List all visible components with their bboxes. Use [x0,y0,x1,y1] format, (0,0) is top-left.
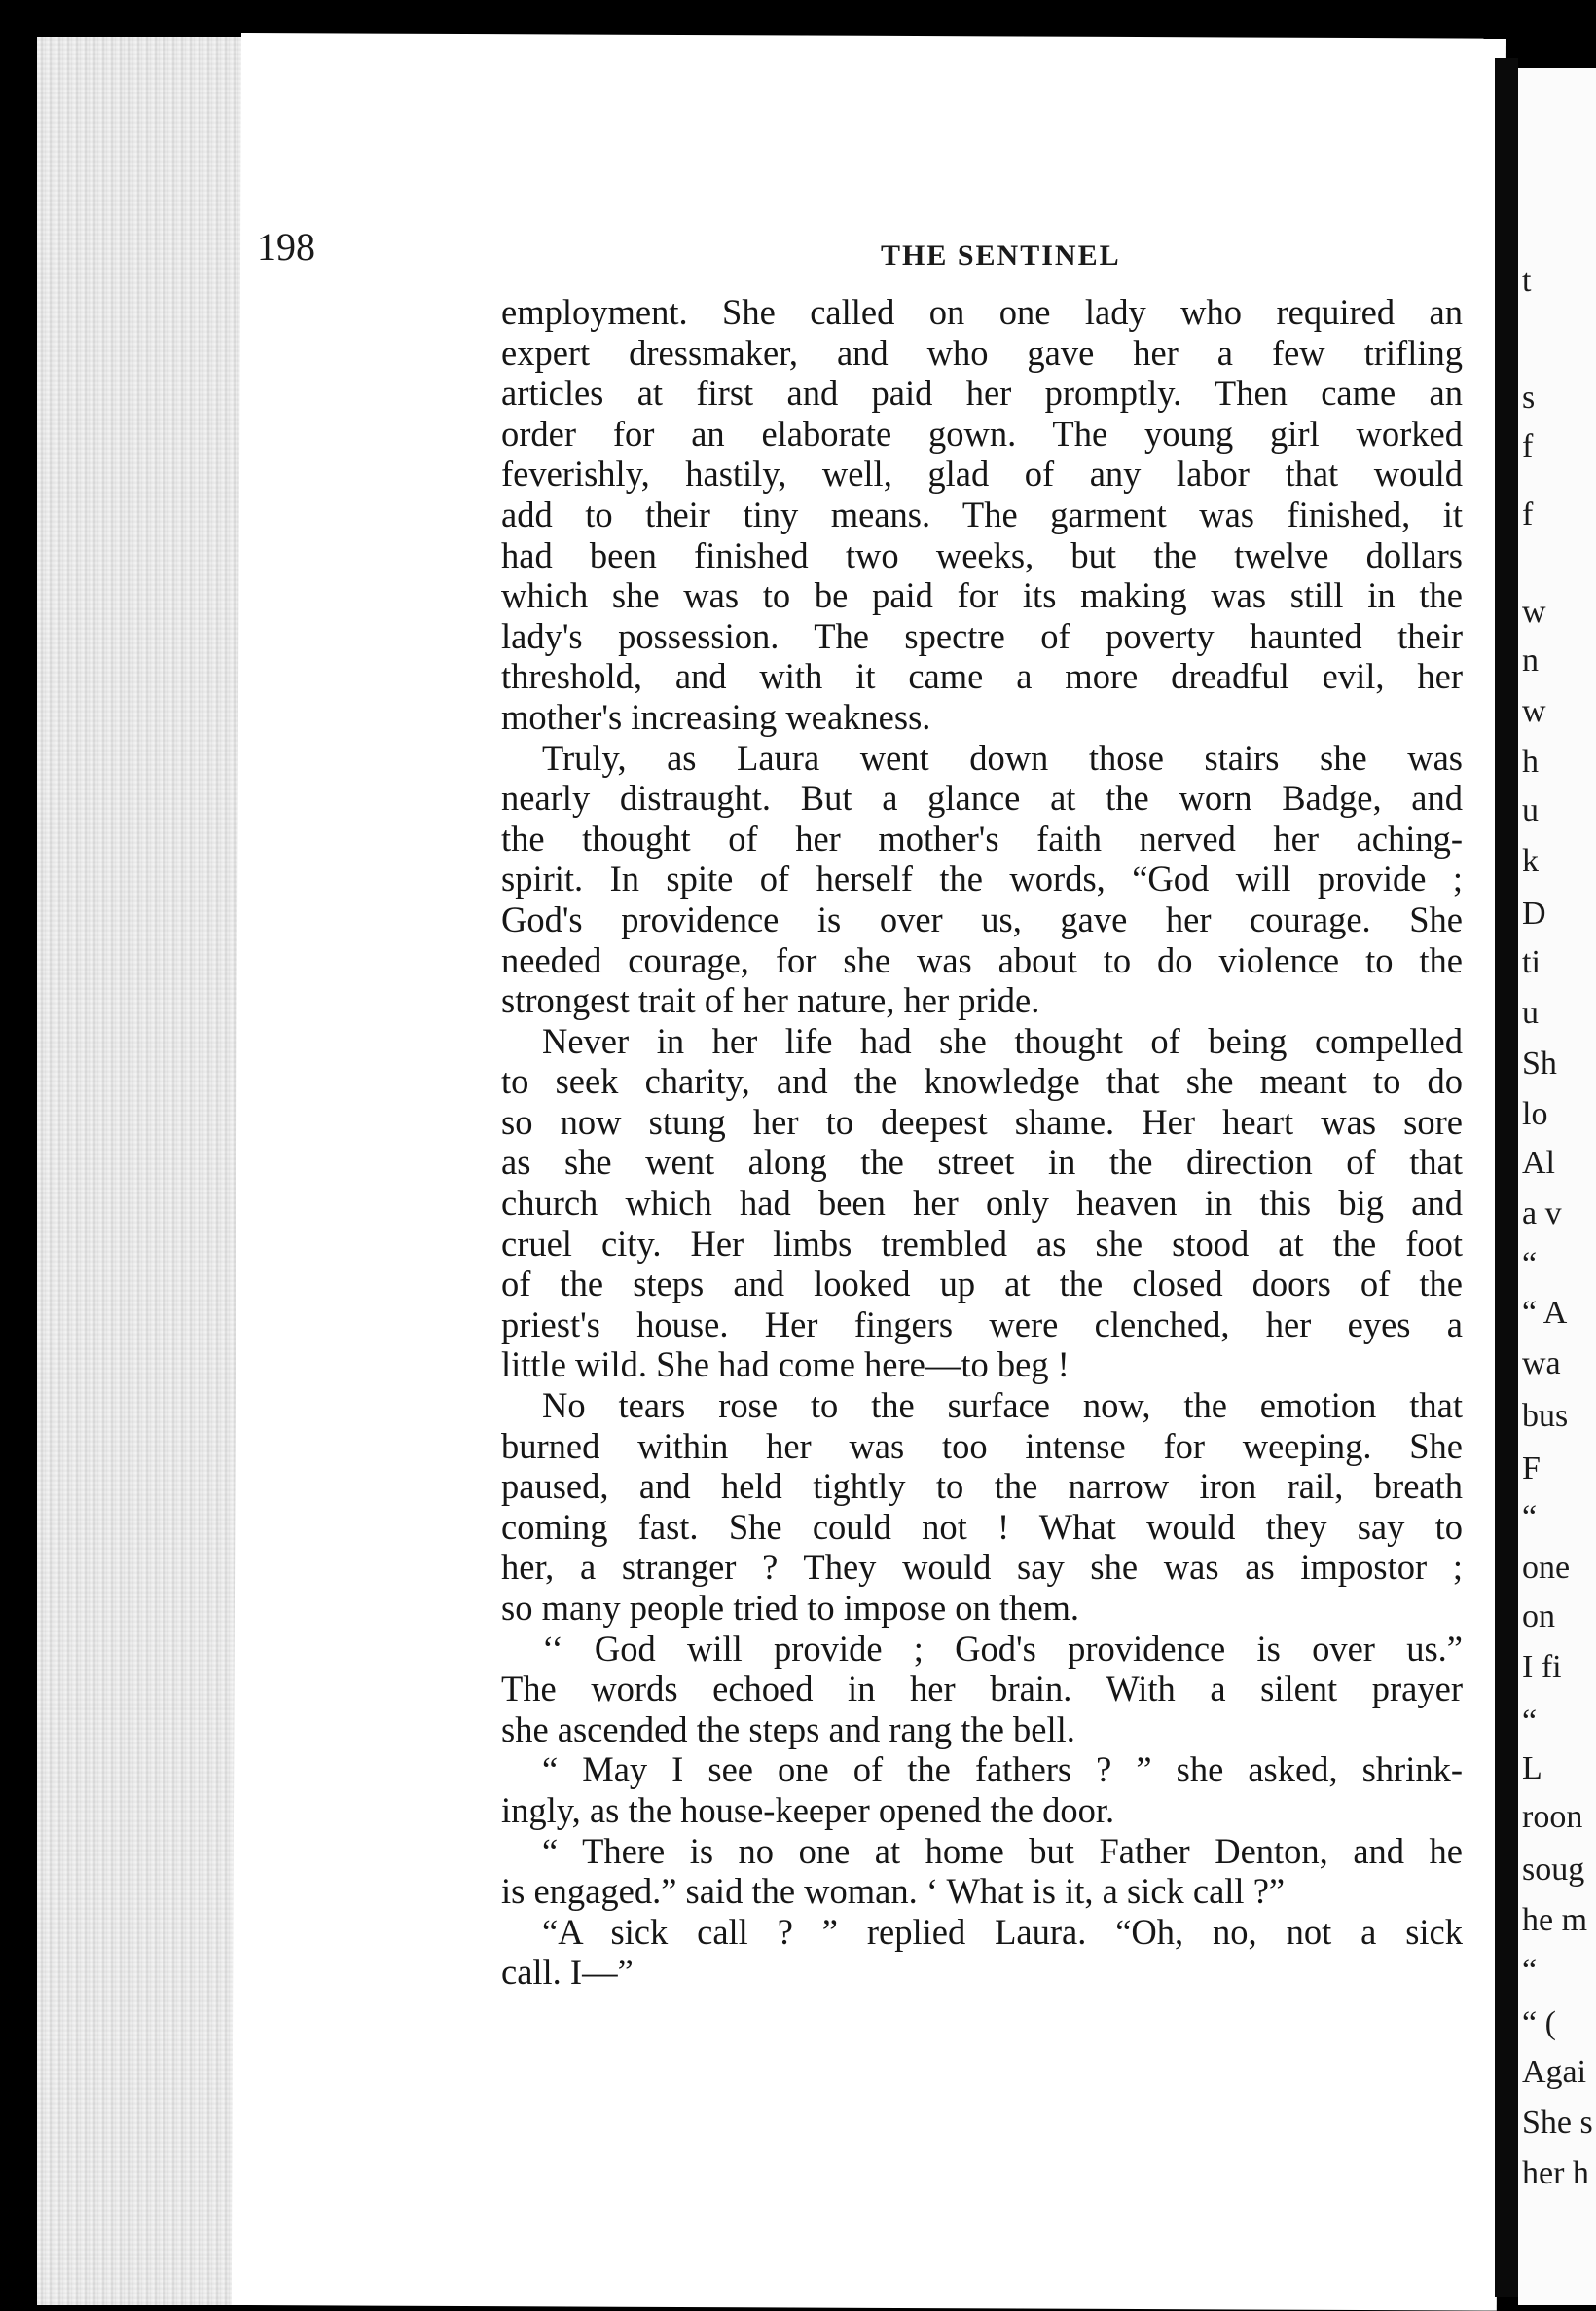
facing-page-fragment: s [1522,380,1536,416]
facing-page-fragment: L [1522,1750,1542,1786]
text-line: threshold, and with it came a more dreadful evil, her [501,656,1463,697]
facing-page-fragment: ti [1522,944,1541,980]
text-line: call. I—” [501,1952,634,1993]
text-line: to seek charity, and the knowledge that she meant to do [501,1061,1463,1102]
facing-page-fragment: “ [1522,1246,1538,1282]
facing-page-fragment: u [1522,995,1539,1031]
text-line: The words echoed in her brain. With a silent prayer [501,1669,1463,1709]
text-line: ‘‘ God will provide ; God's providence is over us.” [542,1628,1463,1669]
facing-page-fragment: he m [1522,1902,1588,1938]
paragraph [501,738,1463,1021]
paragraph [501,1385,1463,1629]
facing-page-fragment: wa [1522,1345,1561,1381]
facing-page-fragment: Al [1522,1145,1555,1181]
text-line: so now stung her to deepest shame. Her heart was sore [501,1101,1463,1142]
paragraph [501,1749,1463,1830]
text-line: paused, and held tightly to the narrow iron rail, breath [501,1466,1463,1507]
paragraph [501,292,1463,738]
text-line: “ May I see one of the fathers ? ” she asked, shrink- [542,1749,1463,1790]
text-line: articles at first and paid her promptly. Then came an [501,373,1463,414]
facing-page-fragment: roon [1522,1799,1583,1835]
paragraph [501,1912,1463,1993]
text-line: coming fast. She could not ! What would they say to [501,1506,1463,1547]
facing-page-fragment: F [1522,1450,1541,1486]
text-line: nearly distraught. But a glance at the worn Badge, and [501,778,1463,819]
facing-page-fragment: one [1522,1550,1571,1586]
facing-page-fragment: w [1522,693,1546,729]
facing-page-fragment: “ [1522,1953,1538,1989]
facing-page-fragment: “ ( [1522,2005,1556,2041]
text-line: feverishly, hastily, well, glad of any labor that would [501,454,1463,495]
facing-page-fragment: w [1522,594,1546,630]
text-line: which she was to be paid for its making was still in the [501,575,1463,616]
text-line: order for an elaborate gown. The young girl worked [501,413,1463,454]
text-line: expert dressmaker, and who gave her a few trifling [501,332,1463,373]
paragraph [501,1021,1463,1385]
text-line: as she went along the street in the direction of that [501,1142,1463,1183]
text-line: burned within her was too intense for weeping. She [501,1425,1463,1466]
text-line: she ascended the steps and rang the bell. [501,1708,1075,1749]
facing-page-fragment: lo [1522,1096,1548,1132]
body-text [501,292,1463,1993]
facing-page-fragment: D [1522,896,1546,932]
text-line: Never in her life had she thought of being compelled [542,1020,1463,1061]
facing-page-fragment: h [1522,744,1539,780]
facing-page-fragment: I fi [1522,1649,1562,1685]
text-line: employment. She called on one lady who required an [501,292,1463,332]
page-number: 198 [257,225,315,269]
text-line: mother's increasing weakness. [501,696,931,737]
text-line: No tears rose to the surface now, the emotion that [542,1385,1463,1426]
facing-page-fragment: n [1522,642,1539,679]
text-line: her, a stranger ? They would say she was as impostor ; [501,1547,1463,1588]
facing-page-fragment: “ A [1522,1295,1568,1331]
text-line: the thought of her mother's faith nerved her aching- [501,818,1463,859]
paragraph [501,1629,1463,1750]
text-line: so many people tried to impose on them. [501,1588,1080,1628]
text-line: God's providence is over us, gave her courage. She [501,899,1463,939]
facing-page-fragment: Agai [1522,2054,1587,2090]
facing-page-edge [1518,68,1596,2305]
facing-page-fragment: her h [1522,2155,1589,2191]
stacked-page-edges [37,37,245,2305]
text-line: of the steps and looked up at the closed doors of the [501,1264,1463,1304]
text-line: “ There is no one at home but Father Denton, and he [542,1830,1463,1871]
text-line: Truly, as Laura went down those stairs she was [542,737,1463,778]
text-line: spirit. In spite of herself the words, “God will provide ; [501,859,1463,899]
facing-page-fragment: “ [1522,1704,1538,1740]
text-line: had been finished two weeks, but the twelve dollars [501,534,1463,575]
facing-page-fragment: “ [1522,1499,1538,1535]
text-line: cruel city. Her limbs trembled as she stood at the foot [501,1223,1463,1264]
text-line: church which had been her only heaven in this big and [501,1183,1463,1224]
text-line: little wild. She had come here—to beg ! [501,1344,1070,1385]
facing-page-fragment: t [1522,263,1532,299]
text-line: add to their tiny means. The garment was finished, it [501,494,1463,534]
facing-page-fragment: bus [1522,1398,1569,1434]
facing-page-fragment: f [1522,428,1534,464]
facing-page-fragment: k [1522,843,1539,879]
facing-page-fragment: a v [1522,1195,1562,1231]
facing-page-fragment: soug [1522,1852,1585,1888]
facing-page-fragment: Sh [1522,1045,1557,1082]
text-line: “A sick call ? ” replied Laura. “Oh, no, not a sick [542,1911,1463,1952]
text-line: is engaged.” said the woman. ‘ What is it, a sick call ?” [501,1871,1286,1912]
running-head: THE SENTINEL [881,239,1121,272]
facing-page-fragment: u [1522,792,1539,828]
text-line: lady's possession. The spectre of poverty haunted their [501,615,1463,656]
facing-page-fragment: on [1522,1598,1555,1634]
facing-page-fragment: f [1522,496,1534,532]
text-line: needed courage, for she was about to do violence to the [501,939,1463,980]
text-line: strongest trait of her nature, her pride. [501,980,1040,1021]
facing-page-fragment: She s [1522,2105,1593,2141]
text-line: priest's house. Her fingers were clenched, her eyes a [501,1303,1463,1344]
text-line: ingly, as the house-keeper opened the door. [501,1789,1115,1830]
paragraph [501,1831,1463,1912]
book-gutter [1495,58,1518,2297]
